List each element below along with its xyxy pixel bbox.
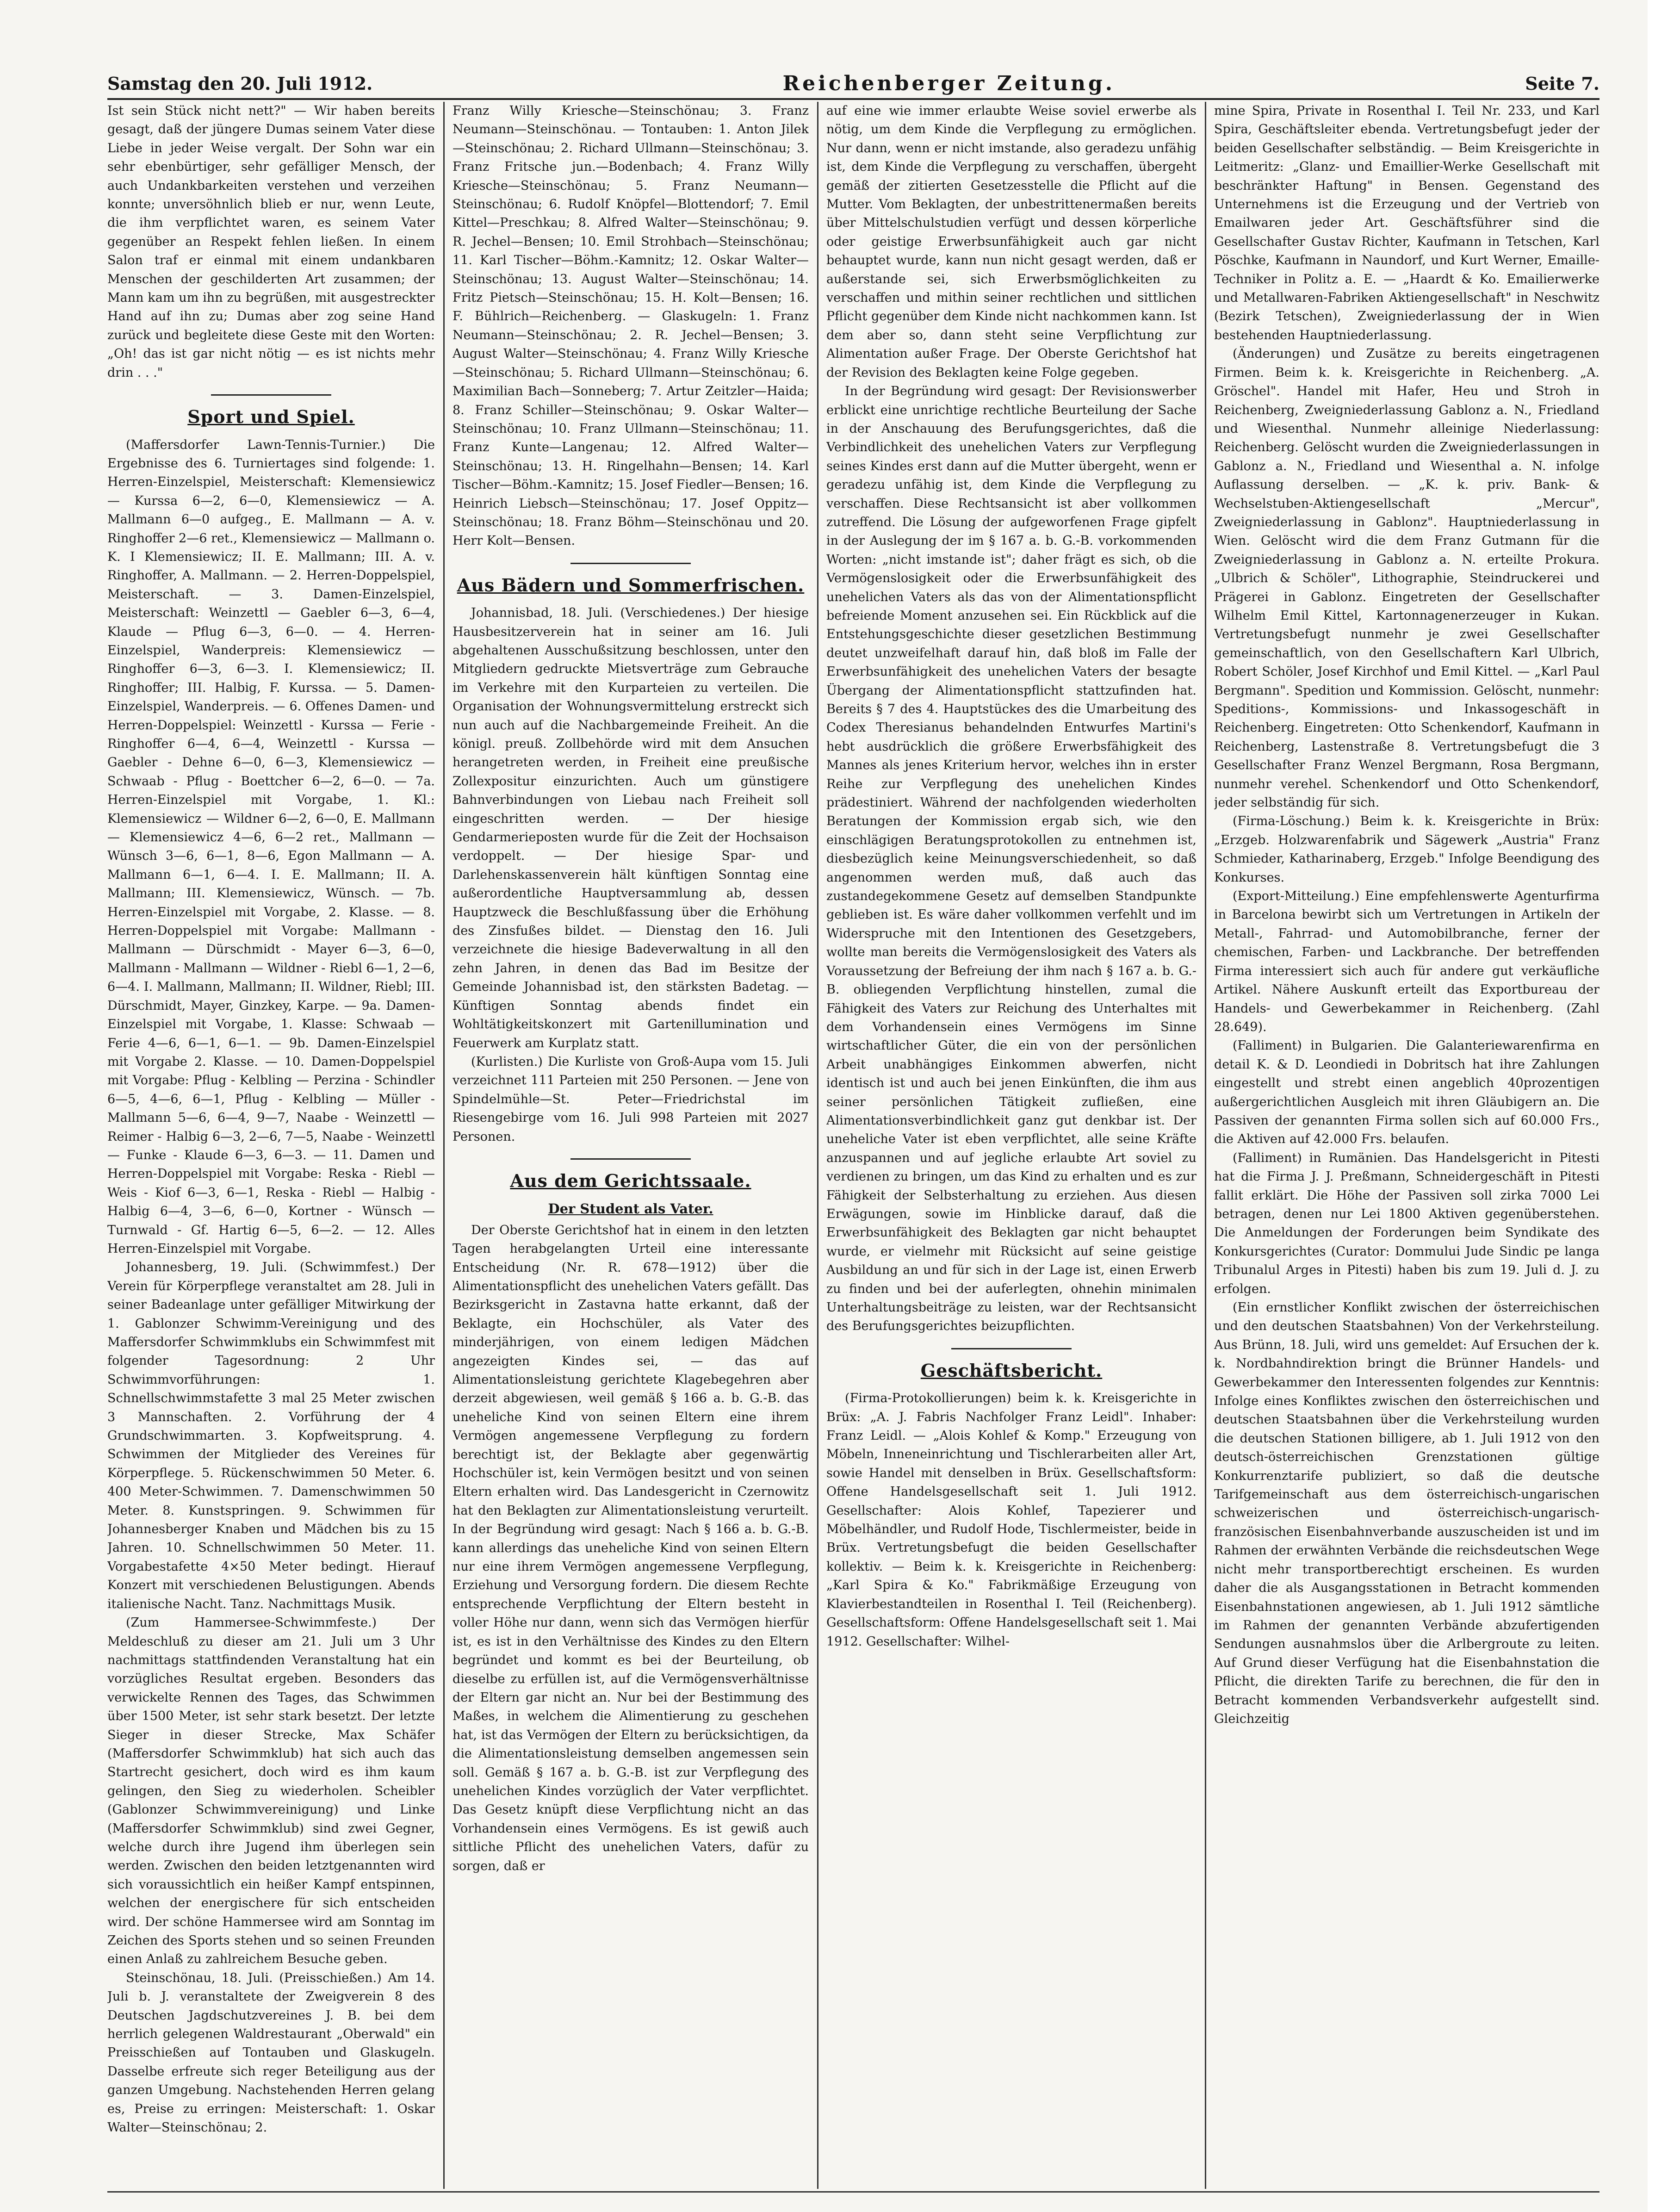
header-date: Samstag den 20. Juli 1912.: [107, 73, 373, 94]
section-heading-sport: Sport und Spiel.: [187, 406, 355, 428]
column-4: [1214, 102, 1599, 2189]
section-divider: [570, 563, 691, 564]
article-text: (Falliment) in Rumänien. Das Handelsgericht in Pitesti hat die Firma J. J. Preßmann, Schneidergeschäft in Pitesti fallit erklärt. Die Höhe der Passiven soll zirka 7000 Lei betragen, denen nur Lei 1800 Aktiven gegenüberstehen. Die Anmeldungen der Forderungen beim Syndikate des Konkursgerichtes (Curator: Dommului Jude Sindic pe langa Tribunalul Arges in Pitesti) haben bis zum 19. Juli d. J. zu erfolgen.: [1214, 1150, 1599, 1296]
article-text: auf eine wie immer erlaubte Weise soviel erwerbe als nötig, um dem Kinde die Verpflegung zu ermöglichen. Nur dann, wenn er nicht imstande, also geradezu unfähig ist, dem Kinde die Verpflegung zu verschaffen, übergeht gemäß der zitierten Gesetzesstelle die Pflicht auf die Mutter. Vom Beklagten, der unbestrittenermaßen bereits über Mittelschulstudien verfügt und dessen körperliche oder geistige Erwerbsunfähigkeit auch gar nicht behauptet wurde, kann nun nicht gesagt werden, daß er außerstande sei, sich Erwerbsmöglichkeiten zu verschaffen und mithin seiner rechtlichen und sittlichen Pflicht gegenüber dem Kinde nicht nachkommen kann. Ist dem aber so, dann steht seine Verpflichtung zur Alimentation außer Frage. Der Oberste Gerichtshof hat der Revision des Beklagten keine Folge gegeben.: [826, 104, 1196, 380]
column-1: [107, 102, 435, 2189]
section-heading-baeder: Aus Bädern und Sommerfrischen.: [457, 574, 805, 596]
section-divider: [211, 394, 331, 396]
article-text: (Zum Hammersee-Schwimmfeste.) Der Meldeschluß zu dieser am 21. Juli um 3 Uhr nachmittags stattfindenden Veranstaltung hat ein vorzügliches Resultat ergeben. Besonders das verwickelte Rennen des Tages, das Schwimmen über 1500 Meter, ist sehr stark besetzt. Der letzte Sieger in dieser Strecke, Max Schäfer (Maffersdorfer Schwimmklub) hat sich auch das Startrecht gesichert, doch wird es ihm kaum gelingen, den Sieg zu wiederholen. Scheibler (Gablonzer Schwimmvereinigung) und Linke (Maffersdorfer Schwimmklub) sind zwei Gegner, welche durch ihre Jugend ihm überlegen sein werden. Zwischen den beiden letztgenannten wird sich voraussichtlich ein heißer Kampf entspinnen, welchen der energischere für sich entscheiden wird. Der schöne Hammersee wird am Sonntag im Zeichen des Sports stehen und so seinen Freunden einen Anlaß zu zahlreichem Besuche geben.: [107, 1616, 435, 1967]
page-number: Seite 7.: [1525, 73, 1599, 94]
article-text: (Falliment) in Bulgarien. Die Galanteriewarenfirma en detail K. & D. Leondiedi in Dobritsch hat ihre Zahlungen eingestellt und strebt einen angeblich 40prozentigen außergerichtlichen Ausgleich mit ihren Gläubigern an. Die Passiven der genannten Firma sollen sich auf 60.000 Frs., die Aktiven auf 42.000 Frs. belaufen.: [1214, 1038, 1599, 1147]
column-3: [826, 102, 1196, 2189]
column-divider: [1205, 102, 1206, 2189]
article-text: In der Begründung wird gesagt: Der Revisionswerber erblickt eine unrichtige rechtliche Beurteilung der Sache in der Anschauung des Berufungsgerichtes, daß die Verbindlichkeit des unehelichen Vaters zur Verpflegung seines Kindes erst dann auf die Mutter übergeht, wenn er geradezu unfähig ist, dem Kinde die Verpflegung zu verschaffen. Diese Rechtsansicht ist aber vollkommen zutreffend. Die Lösung der aufgeworfenen Frage gipfelt in der Auslegung der im § 167 a. b. G.-B. vorkommenden Worten: „nicht imstande ist"; daher frägt es sich, ob die Vermögenslosigkeit oder die Erwerbsunfähigkeit des unehelichen Vaters als das von der Alimentationspflicht befreiende Moment anzusehen sei. Ein Rückblick auf die Entstehungsgeschichte dieser gesetzlichen Bestimmung deutet unzweifelhaft darauf hin, daß bloß im Falle der Erwerbsunfähigkeit des unehelichen Vaters der besagte Übergang der Alimentationspflicht stattzufinden hat. Bereits § 7 des 4. Hauptstückes des die Umarbeitung des Codex Theresianus behandelnden Entwurfes Martini's hebt ausdrücklich die größere Erwerbsfähigkeit des Mannes als jenes Kriterium hervor, welches ihn in erster Reihe zur Verpflegung des unehelichen Kindes prädestiniert. Während der nachfolgenden wiederholten Beratungen der Kommission ergab sich, wie den einschlägigen Beratungsprotokollen zu entnehmen ist, diesbezüglich keine Meinungsverschiedenheit, so daß angenommen werden muß, daß auch das zustandegekommene Gesetz auf demselben Standpunkte geblieben ist. Es wäre daher vollkommen verfehlt und im Widerspruche mit den Intentionen des Gesetzgebers, wollte man bereits die Vermögenslosigkeit des Vaters als Voraussetzung der Befreiung der ihm nach § 167 a. b. G.-B. obliegenden Verpflichtung hinstellen, zumal die Fähigkeit des Vaters zur Reichung des Unterhaltes mit dem Vorhandensein eines Vermögens im Sinne wirtschaftlicher Güter, die ein von der persönlichen Arbeit unabhängiges Einkommen abwerfen, nicht identisch ist und auch bei jenen Einkünften, die ihm aus seiner persönlichen Tätigkeit zufließen, eine Alimentationsverbindlichkeit ganz gut denkbar ist. Der uneheliche Vater ist eben verpflichtet, alle seine Kräfte anzuspannen und auf jegliche erlaubte Art soviel zu verdienen zu bringen, um das Kind zu erhalten und es zur Fähigkeit der Selbsterhaltung zu erziehen. Aus diesen Erwägungen, sowie im Hinblicke darauf, daß die Erwerbsunfähigkeit des Beklagten gar nicht behauptet wurde, er vielmehr mit Rücksicht auf seine geistige Ausbildung an und für sich in der Lage ist, einen Erwerb zu finden und bei der auferlegten, ohnehin minimalen Unterhaltungsbeiträge zu leisten, war der Rechtsansicht des Berufungsgerichtes beizupflichten.: [826, 384, 1196, 1334]
section-divider: [951, 1348, 1072, 1349]
article-text: Johannisbad, 18. Juli. (Verschiedenes.) Der hiesige Hausbesitzerverein hat in seiner am 16. Juli abgehaltenen Ausschußsitzung beschlossen, unter den Mitgliedern gedruckte Mietsverträge zum Gebrauche im Verkehre mit den Kurparteien zu verteilen. Die Organisation der Wohnungsvermittelung erstreckt sich nun auch auf die Nachbargemeinde Freiheit. An die königl. preuß. Zollbehörde wird mit dem Ansuchen herangetreten werden, in Freiheit eine preußische Zollexpositur einzurichten. Auch um günstigere Bahnverbindungen von Liebau nach Freiheit soll eingeschritten werden. — Der hiesige Gendarmerieposten wurde für die Zeit der Hochsaison verdoppelt. — Der hiesige Spar- und Darlehenskassenverein hält künftigen Sonntag eine außerordentliche Hauptversammlung ab, dessen Hauptzweck die Beschlußfassung über die Erhöhung des Zinsfußes bildet. — Dienstag den 16. Juli verzeichnete die hiesige Badeverwaltung in all den zehn Jahren, in denen das Bad im Besitze der Gemeinde Johannisbad ist, den stärksten Badetag. — Künftigen Sonntag abends findet ein Wohltätigkeitskonzert mit Gartenillumination und Feuerwerk am Kurplatz statt.: [453, 606, 809, 1050]
section-divider: [570, 1158, 691, 1160]
page-header: [107, 69, 1599, 97]
article-text: Steinschönau, 18. Juli. (Preisschießen.) Am 14. Juli b. J. veranstaltete der Zweigverein 8 des Deutschen Jagdschutzvereines J. B. bei dem herrlich gelegenen Waldrestaurant „Oberwald" ein Preisschießen auf Tontauben und Glaskugeln. Dasselbe erfreute sich reger Beteiligung aus der ganzen Umgebung. Nachstehenden Herren gelang es, Preise zu erringen: Meisterschaft: 1. Oskar Walter—Steinschönau; 2.: [107, 1970, 435, 2135]
column-divider: [817, 102, 818, 2189]
article-text: Johannesberg, 19. Juli. (Schwimmfest.) Der Verein für Körperpflege veranstaltet am 28. Juli in seiner Badeanlage unter gefälliger Mitwirkung der 1. Gablonzer Schwimm-Vereinigung und des Maffersdorfer Schwimmklubs ein Schwimmfest mit folgender Tagesordnung: 2 Uhr Schwimmvorführungen: 1. Schnellschwimmstafette 3 mal 25 Meter zwischen 3 Mannschaften. 2. Vorführung der 4 Grundschwimmarten. 3. Kopfweitsprung. 4. Schwimmen der Mitglieder des Vereines für Körperpflege. 5. Rückenschwimmen 50 Meter. 6. 400 Meter-Schwimmen. 7. Damenschwimmen 50 Meter. 8. Kunstspringen. 9. Schwimmen für Johannesberger Knaben und Mädchen bis zu 15 Jahren. 10. Schnellschwimmen 50 Meter. 11. Vorgabestafette 4×50 Meter bedingt. Hierauf Konzert mit verschiedenen Belustigungen. Abends italienische Nacht. Tanz. Nachmittags Musik.: [107, 1260, 435, 1611]
article-text: (Firma-Protokollierungen) beim k. k. Kreisgerichte in Brüx: „A. J. Fabris Nachfolger Franz Leidl". Inhaber: Franz Leidl. — „Alois Kohlef & Komp." Erzeugung von Möbeln, Inneneinrichtung und Tischlerarbeiten aller Art, sowie Handel mit denselben in Brüx. Gesellschaftsform: Offene Handelsgesellschaft seit 1. Juli 1912. Gesellschafter: Alois Kohlef, Tapezierer und Möbelhändler, und Rudolf Hode, Tischlermeister, beide in Brüx. Vertretungsbefugt die beiden Gesellschafter kollektiv. — Beim k. k. Kreisgerichte in Reichenberg: „Karl Spira & Ko." Fabrikmäßige Erzeugung von Klavierbestandteilen in Rosenthal I. Teil (Reichenberg). Gesellschaftsform: Offene Handelsgesellschaft seit 1. Mai 1912. Gesellschafter: Wilhel-: [826, 1391, 1196, 1649]
article-text: Der Oberste Gerichtshof hat in einem in den letzten Tagen herabgelangten Urteil eine interessante Entscheidung (Nr. R. 678—1912) über die Alimentationspflicht des unehelichen Vaters gefällt. Das Bezirksgericht in Zastavna hatte erkannt, daß der Beklagte, ein Hochschüler, als Vater des minderjährigen, von einem ledigen Mädchen angezeigten Kindes sei, — das auf Alimentationsleistung gerichtete Klagebegehren aber derzeit abgewiesen, weil gemäß § 166 a. b. G.-B. das uneheliche Kind von seinen Eltern eine ihrem Vermögen angemessene Verpflegung zu fordern berechtigt ist, der Beklagte aber gegenwärtig Hochschüler ist, kein Vermögen besitzt und von seinen Eltern erhalten wird. Das Landesgericht in Czernowitz hat den Beklagten zur Alimentationsleistung verurteilt. In der Begründung wird gesagt: Nach § 166 a. b. G.-B. kann allerdings das uneheliche Kind von seinen Eltern nur eine ihrem Vermögen angemessene Verpflegung, Erziehung und Versorgung fordern. Die diesem Rechte entsprechende Verpflichtung der Eltern besteht in voller Höhe nur dann, wenn sich das Vermögen hierfür ist, es ist in den Verhältnisse des Kindes zu den Eltern begründet und kommt es bei der Beurteilung, ob dieselbe zu erfüllen ist, auf die Vermögensverhältnisse der Eltern gar nicht an. Nur bei der Bestimmung des Maßes, in welchem die Alimentierung zu geschehen hat, ist das Vermögen der Eltern zu berücksichtigen, da die Alimentationsleistung demselben angemessen sein soll. Gemäß § 167 a. b. G.-B. ist zur Verpflegung des unehelichen Kindes vorzüglich der Vater verpflichtet. Das Gesetz knüpft diese Verpflichtung nicht an das Vorhandensein eines Vermögens. Es ist gewiß auch sittliche Pflicht des unehelichen Vaters, dafür zu sorgen, daß er: [453, 1223, 809, 1873]
article-text: (Änderungen) und Zusätze zu bereits eingetragenen Firmen. Beim k. k. Kreisgerichte in Reichenberg. „A. Gröschel". Handel mit Hafer, Heu und Stroh in Reichenberg, Zweigniederlassung Gablonz a. N., Friedland und Wiesenthal. Nunmehr alleinige Niederlassung: Reichenberg. Gelöscht wurden die Zweigniederlassungen in Gablonz a. N., Friedland und Wiesenthal a. N. infolge Auflassung derselben. — „K. k. priv. Bank- & Wechselstuben-Aktiengesellschaft „Mercur", Zweigniederlassung in Gablonz". Hauptniederlassung in Wien. Gelöscht wird die dem Franz Gutmann für die Zweigniederlassung in Gablonz a. N. erteilte Prokura. „Ulbrich & Schöler", Lithographie, Steindruckerei und Prägerei in Gablonz. Eingetreten der Gesellschafter Wilhelm Emil Kittel, Kartonnagenerzeuger in Kukan. Vertretungsbefugt nunmehr je zwei Gesellschafter gemeinschaftlich, von den Gesellschaftern Karl Ulbrich, Robert Schöler, Josef Kirchhof und Emil Kittel. — „Karl Paul Bergmann". Spedition und Kommission. Gelöscht, nunmehr: Speditions-, Kommissions- und Inkassogeschäft in Reichenberg. Eingetreten: Otto Schenkendorf, Kaufmann in Reichenberg, Lastenstraße 8. Vertretungsbefugt die 3 Gesellschafter Franz Wenzel Bergmann, Rosa Bergmann, nunmehr verehel. Schenkendorf und Otto Schenkendorf, jeder selbständig für sich.: [1214, 347, 1599, 810]
section-heading-gerichtssaal: Aus dem Gerichtssaale.: [510, 1170, 751, 1191]
page-margin: [1648, 0, 1680, 2212]
article-subheading: Der Student als Vater.: [548, 1201, 713, 1217]
section-heading-geschaeftsbericht: Geschäftsbericht.: [920, 1360, 1103, 1381]
article-text: (Maffersdorfer Lawn-Tennis-Turnier.) Die Ergebnisse des 6. Turniertages sind folgende: 1. Herren-Einzelspiel, Meisterschaft: Klemensiewicz — Kurssa 6—2, 6—0, Klemensiewicz — A. Mallmann 6—0 aufgeg., E. Mallmann — A. v. Ringhoffer 2—6 ret., Klemensiewicz — Mallmann o. K. I Klemensiewicz; II. E. Mallmann; III. A. v. Ringhoffer, A. Mallmann. — 2. Herren-Doppelspiel, Meisterschaft. — 3. Damen-Einzelspiel, Meisterschaft: Weinzettl — Gaebler 6—3, 6—4, Klaude — Pflug 6—3, 6—0. — 4. Herren-Einzelspiel, Wanderpreis: Klemensiewicz — Ringhoffer 6—3, 6—3. I. Klemensiewicz; II. Ringhoffer; III. Halbig, F. Kurssa. — 5. Damen-Einzelspiel, Wanderpreis. — 6. Offenes Damen- und Herren-Doppelspiel: Weinzettl - Kurssa — Ferie - Ringhoffer 6—4, 6—4, Weinzettl - Kurssa — Gaebler - Dehne 6—0, 6—3, Klemensiewicz — Schwaab - Pflug - Boettcher 6—2, 6—0. — 7a. Herren-Einzelspiel mit Vorgabe, 1. Kl.: Klemensiewicz — Wildner 6—2, 6—0, E. Mallmann — Klemensiewicz 4—6, 6—2 ret., Mallmann — Wünsch 3—6, 6—1, 8—6, Egon Mallmann — A. Mallmann 6—1, 6—4. I. E. Mallmann; II. A. Mallmann; III. Klemensiewicz, Wünsch. — 7b. Herren-Einzelspiel mit Vorgabe, 2. Klasse. — 8. Herren-Doppelspiel mit Vorgabe: Mallmann - Mallmann — Dürschmidt - Mayer 6—3, 6—0, Mallmann - Mallmann — Wildner - Riebl 6—1, 2—6, 6—4. I. Mallmann, Mallmann; II. Wildner, Riebl; III. Dürschmidt, Mayer, Ginzkey, Karpe. — 9a. Damen-Einzelspiel mit Vorgabe, 1. Klasse: Schwaab — Ferie 4—6, 6—1, 6—1. — 9b. Damen-Einzelspiel mit Vorgabe 2. Klasse. — 10. Damen-Doppelspiel mit Vorgabe: Pflug - Kelbling — Perzina - Schindler 6—5, 4—6, 6—1, Pflug - Kelbling — Müller - Mallmann 5—6, 6—4, 9—7, Naabe - Weinzettl — Reimer - Halbig 6—3, 2—6, 7—5, Naabe - Weinzettl — Funke - Klaude 6—3, 6—3. — 11. Damen und Herren-Doppelspiel mit Vorgabe: Reska - Riebl — Weis - Kiof 6—3, 6—1, Reska - Riebl — Halbig - Halbig 6—4, 3—6, 6—0, Kortner - Wünsch — Turnwald - Gf. Hartig 6—5, 6—2. — 12. Alles Herren-Einzelspiel mit Vorgabe.: [107, 437, 435, 1256]
article-text: Franz Willy Kriesche—Steinschönau; 3. Franz Neumann—Steinschönau. — Tontauben: 1. Anton Jilek—Steinschönau; 2. Richard Ullmann—Steinschönau; 3. Franz Fritsche jun.—Bodenbach; 4. Franz Willy Kriesche—Steinschönau; 5. Franz Neumann—Steinschönau; 6. Rudolf Knöpfel—Blottendorf; 7. Emil Kittel—Preschkau; 8. Alfred Walter—Steinschönau; 9. R. Jechel—Bensen; 10. Emil Strohbach—Steinschönau; 11. Karl Tischer—Böhm.-Kamnitz; 12. Oskar Walter—Steinschönau; 13. August Walter—Steinschönau; 14. Fritz Pietsch—Steinschönau; 15. H. Kolt—Bensen; 16. F. Bühlrich—Reichenberg. — Glaskugeln: 1. Franz Neumann—Steinschönau; 2. R. Jechel—Bensen; 3. August Walter—Steinschönau; 4. Franz Willy Kriesche—Steinschönau; 5. Richard Ullmann—Steinschönau; 6. Maximilian Bach—Sonneberg; 7. Artur Zeitzler—Haida; 8. Franz Schiller—Steinschönau; 9. Oskar Walter—Steinschönau; 10. Franz Ullmann—Steinschönau; 11. Franz Kunte—Langenau; 12. Alfred Walter—Steinschönau; 13. H. Ringelhahn—Bensen; 14. Karl Tischer—Böhm.-Kamnitz; 15. Josef Fiedler—Bensen; 16. Heinrich Liebsch—Steinschönau; 17. Josef Oppitz—Steinschönau; 18. Franz Böhm—Steinschönau und 20. Herr Kolt—Bensen.: [453, 104, 809, 548]
header-rule: [107, 98, 1599, 100]
article-text: mine Spira, Private in Rosenthal I. Teil Nr. 233, und Karl Spira, Geschäftsleiter ebenda. Vertretungsbefugt jeder der beiden Gesellschafter selbständig. — Beim Kreisgerichte in Leitmeritz: „Glanz- und Emaillier-Werke Gesellschaft mit beschränkter Haftung" in Bensen. Gegenstand des Unternehmens ist die Erzeugung und der Vertrieb von Emailwaren jeder Art. Geschäftsführer sind die Gesellschafter Gustav Richter, Kaufmann in Tetschen, Karl Pöschke, Kaufmann in Naundorf, und Kurt Werner, Emaille-Techniker in Politz a. E. — „Haardt & Ko. Emailierwerke und Metallwaren-Fabriken Aktiengesellschaft" in Neschwitz (Bezirk Tetschen), Zweigniederlassung der in Wien bestehenden Hauptniederlassung.: [1214, 104, 1599, 342]
newspaper-title: Reichenberger Zeitung.: [782, 71, 1116, 95]
article-text: Ist sein Stück nicht nett?" — Wir haben bereits gesagt, daß der jüngere Dumas seinem Vater diese Liebe in jeder Weise vergalt. Der Sohn war ein sehr ebenbürtiger, sehr gefälliger Mensch, der auch Undankbarkeiten verstehen und verzeihen konnte; unversöhnlich blieb er nur, wenn Leute, die ihm verpflichtet waren, es seinem Vater gegenüber an Respekt fehlen ließen. In einem Salon traf er einmal mit einem undankbaren Menschen der geschilderten Art zusammen; der Mann kam um ihn zu begrüßen, mit ausgestreckter Hand auf ihn zu; Dumas aber zog seine Hand zurück und begleitete diese Geste mit den Worten: „Oh! das ist gar nicht nötig — es ist nichts mehr drin . . .": [107, 104, 435, 380]
footer-rule: [107, 2191, 1599, 2193]
article-text: (Export-Mitteilung.) Eine empfehlenswerte Agenturfirma in Barcelona bewirbt sich um Vertretungen in Artikeln der Metall-, Fahrrad- und Automobilbranche, ferner der chemischen, Farben- und Lackbranche. Der betreffenden Firma interessiert sich auch für andere gut verkäufliche Artikel. Nähere Auskunft erteilt das Exportbureau der Handels- und Gewerbekammer in Reichenberg. (Zahl 28.649).: [1214, 889, 1599, 1034]
article-text: (Firma-Löschung.) Beim k. k. Kreisgerichte in Brüx: „Erzgeb. Holzwarenfabrik und Sägewerk „Austria" Franz Schmieder, Katharinaberg, Erzgeb." Infolge Beendigung des Konkurses.: [1214, 814, 1599, 885]
column-2: [453, 102, 809, 2189]
article-text: (Kurlisten.) Die Kurliste von Groß-Aupa vom 15. Juli verzeichnet 111 Parteien mit 250 Personen. — Jene von Spindelmühle—St. Peter—Friedrichstal im Riesengebirge vom 16. Juli 998 Parteien mit 2027 Personen.: [453, 1054, 809, 1144]
column-divider: [443, 102, 445, 2189]
article-text: (Ein ernstlicher Konflikt zwischen der österreichischen und den deutschen Staatsbahnen) Von der Verkehrsteilung. Aus Brünn, 18. Juli, wird uns gemeldet: Auf Ersuchen der k. k. Nordbahndirektion bringt die Brünner Handels- und Gewerbekammer den Interessenten folgendes zur Kenntnis: Infolge eines Konfliktes zwischen den österreichischen und deutschen Staatsbahnen über die Verkehrsteilung wurden die deutschen Stationen billigere, ab 1. Juli 1912 von den deutsch-österreichischen Grenzstationen gültige Konkurrenztarife publiziert, so daß die deutsche Tarifgemeinschaft aus dem österreichisch-ungarischen schweizerischen und österreichisch-ungarisch-französischen Eisenbahnverbande auszuscheiden ist und im Rahmen der erwähnten Verbände die reichsdeutschen Wege nicht mehr transportberechtigt erscheinen. Es wurden daher die als Ausgangsstationen in Betracht kommenden Eisenbahnstationen angewiesen, ab 1. Juli 1912 sämtliche im Rahmen der genannten Verbände abzufertigenden Sendungen ausnahmslos über die Arlbergroute zu leiten. Auf Grund dieser Verfügung hat die Eisenbahnstation die Pflicht, die direkten Tarife zu berechnen, die für den in Betracht kommenden Verbandsverkehr aufgestellt sind. Gleichzeitig: [1214, 1300, 1599, 1726]
